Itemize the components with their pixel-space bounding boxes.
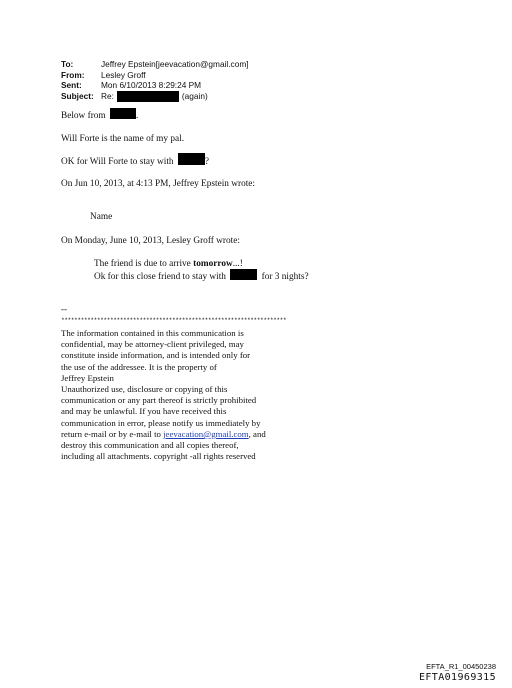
body-text: for 3 nights?	[261, 272, 309, 282]
disclaimer-line: destroy this communication and all copies thereof,	[61, 440, 239, 451]
bold-text: tomorrow	[193, 259, 233, 269]
body-text: ...!	[232, 259, 243, 269]
sent-value: Mon 6/10/2013 8:29:24 PM	[101, 80, 202, 90]
disclaimer-line: constitute inside information, and is intended only for	[61, 350, 251, 361]
disclaimer-line: and may be unlawful. If you have received this	[61, 406, 227, 417]
footer-reference-2: EFTA01969315	[418, 672, 496, 683]
body-line-below-from	[61, 108, 138, 122]
signature-stars: *********************************************************************	[61, 317, 287, 324]
disclaimer-line: including all attachments. copyright -all rights reserved	[61, 451, 256, 462]
from-value: Lesley Groff	[101, 69, 146, 80]
signature-dash: --	[61, 304, 67, 314]
footer-reference-1: EFTA_R1_00450238	[426, 662, 496, 671]
sent-label: Sent:	[61, 80, 82, 90]
body-line-on-jun: On Jun 10, 2013, at 4:13 PM, Jeffrey Epstein wrote:	[61, 179, 256, 189]
body-text: .	[136, 111, 139, 121]
disclaimer-line: The information contained in this communication is	[61, 328, 244, 338]
body-text: OK for Will Forte to stay with	[61, 157, 174, 167]
disclaimer-text: , and	[248, 428, 266, 439]
disclaimer-line: the use of the addressee. It is the property of	[61, 361, 217, 372]
body-text: Below from	[61, 111, 106, 121]
disclaimer-line: confidential, may be attorney-client privileged, may	[61, 339, 244, 350]
body-text: Ok for this close friend to stay with	[94, 272, 226, 282]
to-label: To:	[61, 59, 74, 69]
subject-suffix: (again)	[181, 90, 208, 101]
disclaimer-line: Jeffrey Epstein	[61, 372, 114, 383]
from-label: From:	[61, 69, 85, 80]
body-line-pal: Will Forte is the name of my pal.	[61, 134, 185, 144]
to-row	[61, 59, 249, 70]
disclaimer-text: return e-mail or by e-mail to	[61, 428, 161, 439]
redaction-box	[110, 108, 139, 121]
from-row	[61, 70, 249, 81]
to-value: Jeffrey Epstein[jeevacation@gmail.com]	[101, 59, 249, 69]
quote-line-2	[94, 269, 309, 283]
subject-row	[61, 91, 249, 102]
disclaimer-line: Unauthorized use, disclosure or copying of this	[61, 384, 228, 395]
subject-prefix: Re:	[101, 90, 114, 101]
email-link[interactable]: jeevacation@gmail.com	[163, 428, 249, 439]
body-line-ok-for	[61, 153, 209, 168]
quoted-name: Name	[90, 212, 113, 222]
disclaimer	[61, 328, 266, 462]
subject-label: Subject:	[61, 90, 94, 101]
redaction-box	[178, 153, 205, 165]
sent-row	[61, 80, 249, 91]
disclaimer-line	[61, 429, 266, 440]
email-header	[61, 59, 249, 102]
body-text: The friend is due to arrive	[94, 259, 191, 269]
redaction-box	[230, 269, 257, 280]
disclaimer-line: communication in error, please notify us immediately by	[61, 417, 261, 428]
body-line-on-monday: On Monday, June 10, 2013, Lesley Groff wrote:	[61, 236, 240, 246]
redaction-box	[117, 91, 179, 102]
body-text: ?	[204, 157, 210, 167]
disclaimer-line: communication or any part thereof is strictly prohibited	[61, 395, 257, 406]
